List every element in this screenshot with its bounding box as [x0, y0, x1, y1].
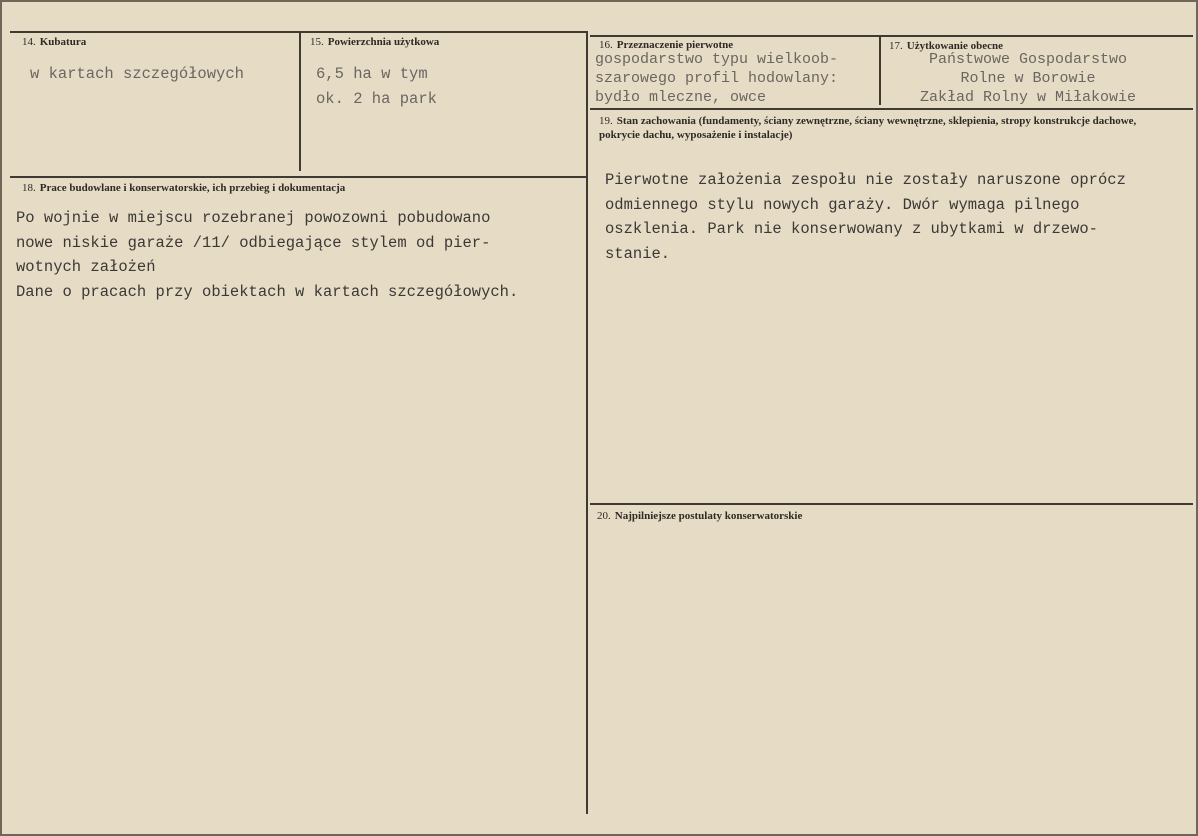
field-18-value: [16, 206, 518, 304]
field-17-title: Użytkowanie obecne: [906, 40, 1003, 52]
field-18-line: nowe niskie garaże /11/ odbiegające stylem od pier-: [16, 233, 491, 252]
field-18-line: Dane o pracach przy obiektach w kartach szczegółowych.: [16, 282, 519, 301]
field-18-number: 18.: [22, 182, 36, 194]
field-16-line: bydło mleczne, owce: [595, 89, 767, 106]
field-14-line: w kartach szczegółowych: [30, 65, 244, 83]
divider-16-17: [879, 35, 881, 105]
field-16-line: szarowego profil hodowlany:: [595, 70, 839, 87]
field-16-title: Przeznaczenie pierwotne: [616, 39, 734, 51]
main-vertical-divider: [586, 31, 588, 814]
field-19-line: stanie.: [605, 244, 671, 263]
field-15-value: [316, 62, 437, 111]
field-16-number: 16.: [599, 39, 613, 51]
field-14-value: [30, 62, 244, 87]
top-rule-right: [590, 35, 1193, 37]
field-15-line: ok. 2 ha park: [316, 89, 437, 108]
field-14-label: [22, 35, 86, 49]
field-19-title: Stan zachowania (fundamenty, ściany zewnętrzne, ściany wewnętrzne, sklepienia, stropy konstrukcje dachowe, pokrycie dachu, wyposażenie i instalacje): [599, 115, 1137, 141]
field-20-title: Najpilniejsze postulaty konserwatorskie: [614, 510, 803, 522]
field-14-title: Kubatura: [39, 36, 87, 48]
field-15-title: Powierzchnia użytkowa: [327, 36, 440, 48]
field-17-line: Rolne w Borowie: [960, 70, 1096, 87]
field-16-line: gospodarstwo typu wielkoob-: [595, 51, 839, 68]
field-18-title: Prace budowlane i konserwatorskie, ich przebieg i dokumentacja: [39, 182, 346, 194]
field-15-number: 15.: [310, 36, 324, 48]
field-19-line: Pierwotne założenia zespołu nie zostały naruszone oprócz: [605, 171, 1126, 189]
rule-below-14-15: [10, 176, 588, 178]
field-15-label: [310, 35, 439, 49]
rule-below-19: [590, 503, 1193, 505]
field-17-number: 17.: [889, 40, 903, 52]
field-19-value: [605, 168, 1126, 266]
field-17-line: Państwowe Gospodarstwo: [928, 51, 1128, 68]
divider-14-15: [299, 31, 301, 171]
field-16-value: [595, 50, 838, 107]
field-18-line: wotnych założeń: [16, 258, 156, 276]
field-17-value: [888, 50, 1168, 107]
field-20-label: [597, 509, 802, 523]
field-20-number: 20.: [597, 510, 611, 522]
field-18-line: Po wojnie w miejscu rozebranej powozowni pobudowano: [16, 209, 491, 227]
field-18-label: [22, 181, 345, 195]
field-17-line: Zakład Rolny w Miłakowie: [919, 89, 1137, 106]
field-19-label: [599, 114, 1159, 142]
field-19-number: 19.: [599, 115, 613, 127]
field-19-line: odmiennego stylu nowych garaży. Dwór wymaga pilnego: [605, 195, 1080, 214]
field-15-line: 6,5 ha w tym: [316, 65, 428, 83]
rule-below-16-17: [590, 108, 1193, 110]
field-19-line: oszklenia. Park nie konserwowany z ubytkami w drzewo-: [605, 220, 1098, 238]
field-14-number: 14.: [22, 36, 36, 48]
